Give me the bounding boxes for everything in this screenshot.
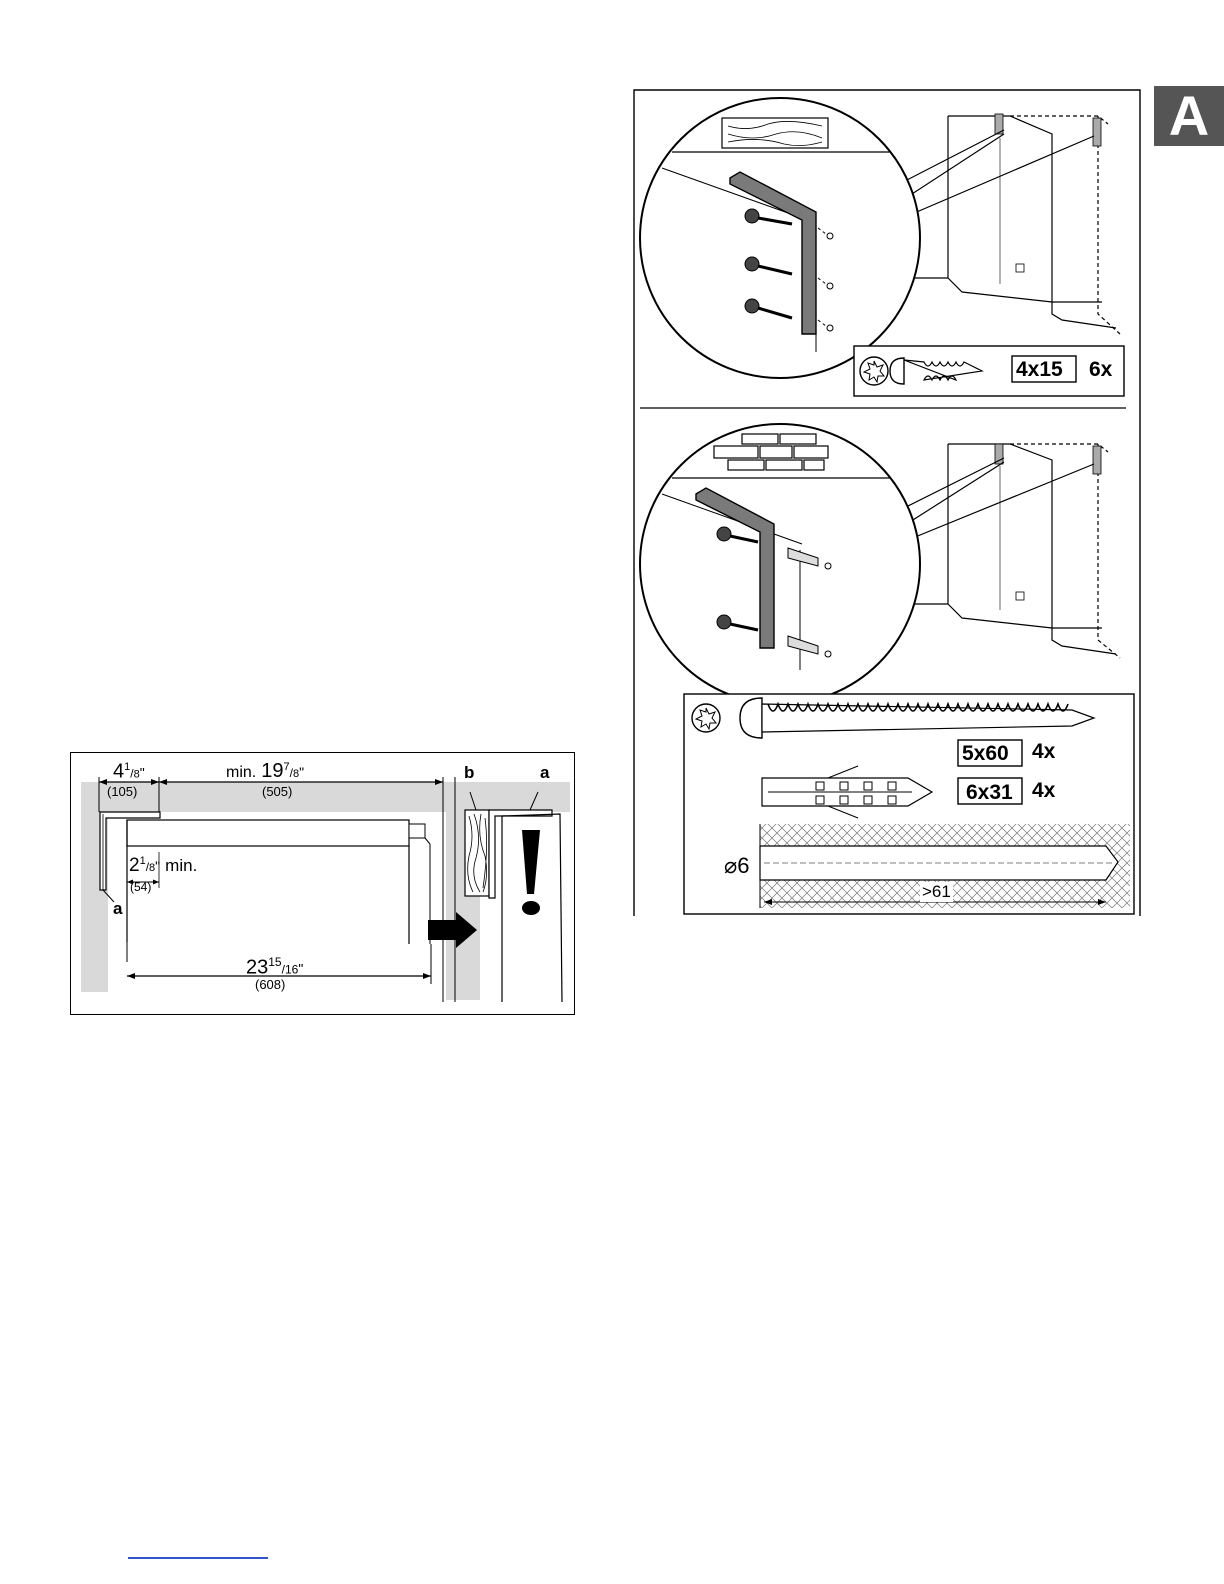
dim-suffix: min.: [165, 856, 198, 875]
cabinet-sketch-top: [910, 114, 1120, 334]
dim-prefix: min.: [226, 764, 257, 781]
cabinet-sketch-bottom: [910, 444, 1120, 658]
label-a-right: a: [540, 763, 550, 782]
label-b: b: [464, 763, 475, 782]
plug-size: 6x31: [966, 781, 1013, 804]
dim-gap-metric: (54): [130, 880, 152, 894]
footer-link-underline: [128, 1557, 268, 1559]
dim-bottom-metric: (608): [255, 977, 286, 992]
drill-diameter: ⌀6: [724, 853, 750, 878]
plug-qty: 4x: [1032, 779, 1056, 802]
dim-whole: 19: [261, 760, 284, 782]
wood-screw-qty: 6x: [1089, 358, 1113, 381]
dim-inch: ": [139, 764, 145, 781]
dim-top-left-metric: (105): [107, 784, 138, 799]
section-tab-letter: A: [1168, 84, 1210, 147]
dim-whole: 23: [246, 956, 269, 979]
dim-frac-den: 8: [149, 862, 156, 874]
dim-top-left-imperial: $4^1/8$": [113, 760, 145, 783]
dim-whole: 2: [129, 855, 140, 876]
dim-frac-num: 7: [283, 761, 290, 773]
masonry-screw-size: 5x60: [962, 742, 1009, 765]
dim-whole: 4: [113, 760, 125, 783]
dim-frac-num: 1: [124, 761, 131, 773]
dim-frac-num: 15: [268, 955, 282, 969]
dim-top-mid-metric: (505): [262, 784, 293, 799]
mounting-illustration-frame: [632, 88, 1142, 918]
label-a-left: a: [113, 899, 123, 918]
section-tab: [1154, 86, 1224, 146]
dim-top-mid-imperial: min. $19^7/8$": [226, 760, 305, 782]
drill-depth: >61: [922, 882, 951, 901]
dim-gap-imperial: $2^1/8$" min.: [129, 855, 198, 876]
wood-screw-size: 4x15: [1016, 358, 1063, 381]
dim-inch: ": [299, 764, 305, 780]
dim-inch: ": [298, 960, 304, 977]
dim-frac-den: 16: [284, 962, 299, 977]
dim-frac-den: 8: [133, 768, 140, 781]
dim-inch: ": [155, 858, 161, 874]
masonry-screw-qty: 4x: [1032, 740, 1056, 763]
dim-frac-den: 8: [292, 768, 300, 780]
dim-frac-num: 1: [139, 855, 146, 867]
dim-bottom-imperial: $23^{15}/16$": [246, 955, 304, 979]
